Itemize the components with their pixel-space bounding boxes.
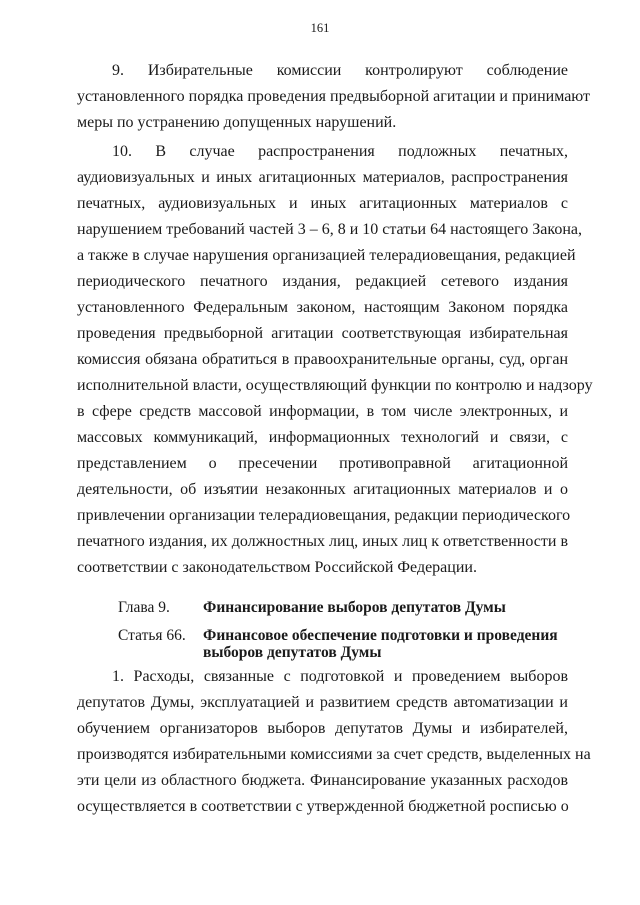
text-line: деятельности, об изъятии незаконных агитационных материалов и о <box>77 481 568 498</box>
text-line: осуществляется в соответствии с утвержденной бюджетной росписью о <box>77 798 569 815</box>
text-line: комиссия обязана обратиться в правоохранительные органы, суд, орган <box>77 351 568 368</box>
text-line: депутатов Думы, эксплуатацией и развитием средств автоматизации и <box>77 694 568 711</box>
text-line: 1. Расходы, связанные с подготовкой и проведением выборов <box>112 668 568 685</box>
text-line: исполнительной власти, осуществляющий функции по контролю и надзору <box>77 377 593 394</box>
article-66-paragraph-1 <box>77 664 591 820</box>
text-line: представлением о пресечении противоправной агитационной <box>77 455 568 472</box>
text-line: а также в случае нарушения организацией телерадиовещания, редакцией <box>77 247 576 264</box>
paragraph-9 <box>77 58 591 136</box>
article-title <box>203 627 583 661</box>
text-line: печатных, аудиовизуальных и иных агитационных материалов с <box>77 195 568 212</box>
article-title-line: выборов депутатов Думы <box>203 644 382 661</box>
text-line: обучением организаторов выборов депутатов Думы и избирателей, <box>77 720 568 737</box>
chapter-label: Глава 9. <box>118 599 170 616</box>
text-line: проведения предвыборной агитации соответствующая избирательная <box>77 325 568 342</box>
text-line: эти цели из областного бюджета. Финансирование указанных расходов <box>77 772 568 789</box>
text-line: аудиовизуальных и иных агитационных материалов, распространения <box>77 169 568 186</box>
text-line: 9. Избирательные комиссии контролируют соблюдение <box>112 62 568 79</box>
text-line: меры по устранению допущенных нарушений. <box>77 114 397 131</box>
text-line: установленного Федеральным законом, настоящим Законом порядка <box>77 299 568 316</box>
text-line: периодического печатного издания, редакцией сетевого издания <box>77 273 568 290</box>
text-line: производятся избирательными комиссиями за счет средств, выделенных на <box>77 746 591 763</box>
text-line: установленного порядка проведения предвыборной агитации и принимают <box>77 88 591 105</box>
text-line: 10. В случае распространения подложных печатных, <box>112 143 568 160</box>
text-line: соответствии с законодательством Российской Федерации. <box>77 559 477 576</box>
chapter-title: Финансирование выборов депутатов Думы <box>203 599 506 616</box>
text-line: в сфере средств массовой информации, в том числе электронных, и <box>77 403 568 420</box>
text-line: нарушением требований частей 3 – 6, 8 и 10 статьи 64 настоящего Закона, <box>77 221 583 238</box>
text-line: привлечении организации телерадиовещания, редакции периодического <box>77 507 571 524</box>
article-title-line: Финансовое обеспечение подготовки и проведения <box>203 627 558 644</box>
article-label: Статья 66. <box>118 627 186 644</box>
text-line: массовых коммуникаций, информационных технологий и связи, с <box>77 429 568 446</box>
paragraph-10 <box>77 139 593 581</box>
text-line: печатного издания, их должностных лиц, иных лиц к ответственности в <box>77 533 568 550</box>
page-number: 161 <box>310 21 330 35</box>
